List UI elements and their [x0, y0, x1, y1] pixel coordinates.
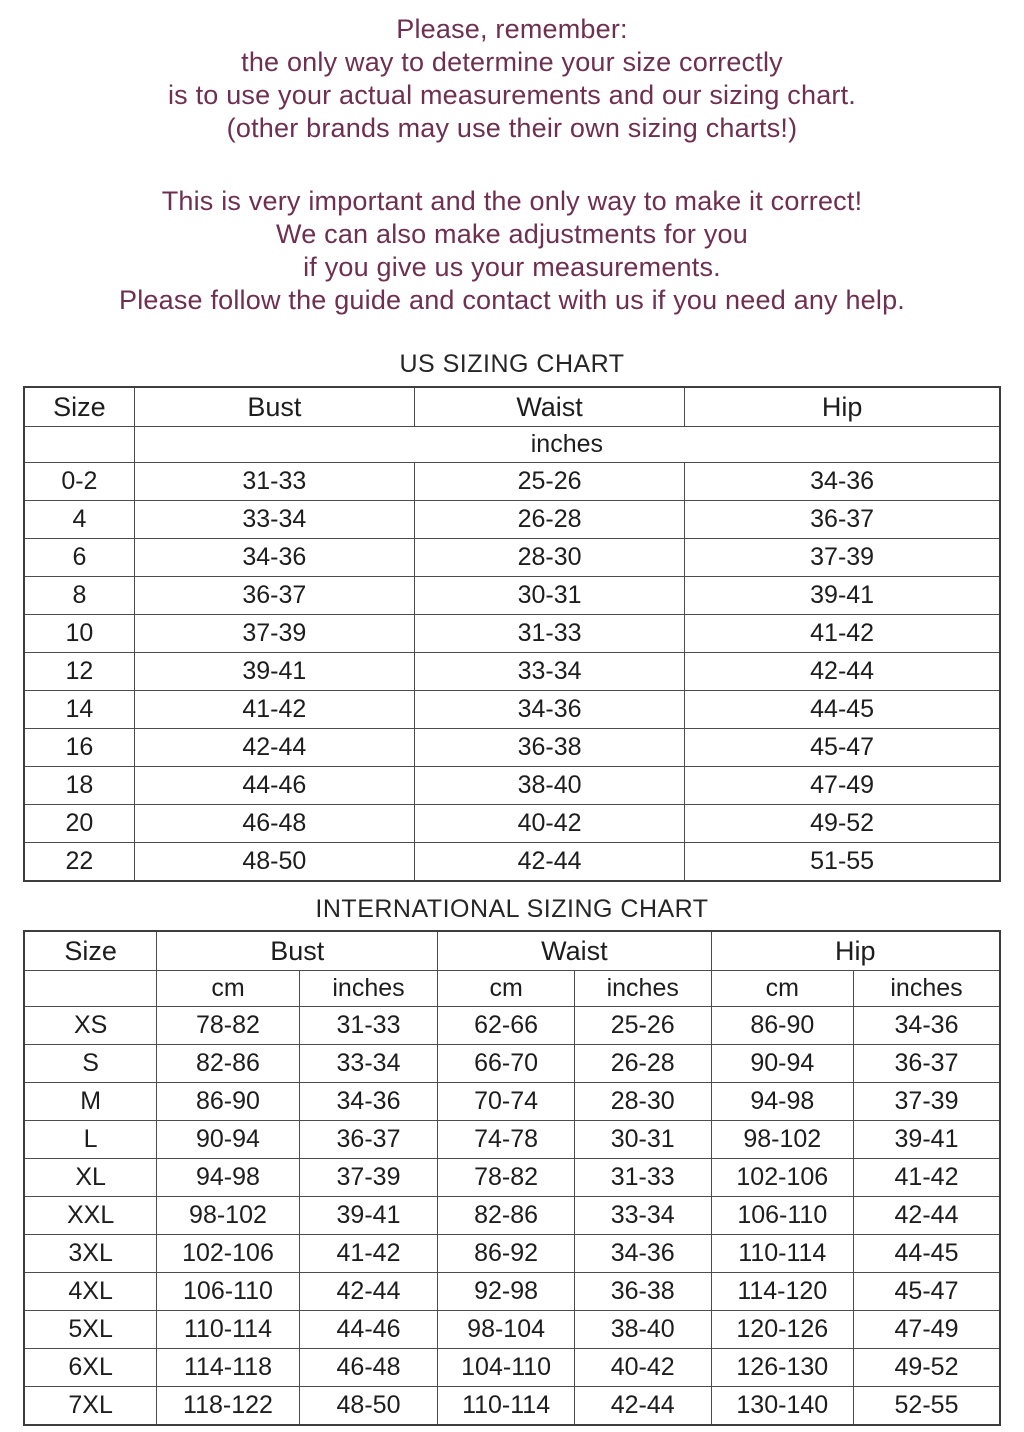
measurement-cell: 42-44 — [574, 1387, 711, 1426]
intl-empty-cell — [24, 971, 157, 1007]
table-row — [24, 1311, 1000, 1349]
measurement-cell: 34-36 — [414, 691, 684, 729]
measurement-cell: 62-66 — [438, 1007, 575, 1045]
intl-column-header-waist: Waist — [438, 931, 711, 971]
us-header-row — [24, 387, 1000, 427]
measurement-cell: 30-31 — [574, 1121, 711, 1159]
size-cell: XXL — [24, 1197, 157, 1235]
table-row — [24, 1121, 1000, 1159]
measurement-cell: 78-82 — [438, 1159, 575, 1197]
measurement-cell: 70-74 — [438, 1083, 575, 1121]
measurement-cell: 106-110 — [157, 1273, 299, 1311]
intro-text — [0, 0, 1024, 317]
size-cell: 8 — [24, 577, 134, 615]
us-table-body — [24, 463, 1000, 882]
intl-unit-waist-cm: cm — [438, 971, 575, 1007]
measurement-cell: 36-37 — [299, 1121, 438, 1159]
measurement-cell: 34-36 — [854, 1007, 1000, 1045]
table-row — [24, 805, 1000, 843]
measurement-cell: 102-106 — [711, 1159, 853, 1197]
table-row — [24, 1045, 1000, 1083]
measurement-cell: 28-30 — [414, 539, 684, 577]
measurement-cell: 34-36 — [299, 1083, 438, 1121]
measurement-cell: 46-48 — [134, 805, 414, 843]
measurement-cell: 42-44 — [854, 1197, 1000, 1235]
size-cell: L — [24, 1121, 157, 1159]
table-row — [24, 1159, 1000, 1197]
size-cell: 7XL — [24, 1387, 157, 1426]
intl-unit-row — [24, 971, 1000, 1007]
measurement-cell: 36-37 — [134, 577, 414, 615]
measurement-cell: 48-50 — [299, 1387, 438, 1426]
measurement-cell: 98-104 — [438, 1311, 575, 1349]
measurement-cell: 78-82 — [157, 1007, 299, 1045]
measurement-cell: 49-52 — [685, 805, 1000, 843]
table-row — [24, 767, 1000, 805]
measurement-cell: 33-34 — [414, 653, 684, 691]
table-row — [24, 843, 1000, 882]
measurement-cell: 52-55 — [854, 1387, 1000, 1426]
size-cell: 0-2 — [24, 463, 134, 501]
measurement-cell: 86-92 — [438, 1235, 575, 1273]
measurement-cell: 26-28 — [414, 501, 684, 539]
measurement-cell: 39-41 — [299, 1197, 438, 1235]
measurement-cell: 118-122 — [157, 1387, 299, 1426]
size-cell: 4 — [24, 501, 134, 539]
measurement-cell: 90-94 — [711, 1045, 853, 1083]
size-cell: 22 — [24, 843, 134, 882]
measurement-cell: 39-41 — [134, 653, 414, 691]
table-row — [24, 1007, 1000, 1045]
international-sizing-table — [23, 930, 1001, 1426]
table-row — [24, 1235, 1000, 1273]
measurement-cell: 36-38 — [574, 1273, 711, 1311]
measurement-cell: 37-39 — [134, 615, 414, 653]
size-cell: 3XL — [24, 1235, 157, 1273]
intl-column-header-bust: Bust — [157, 931, 438, 971]
measurement-cell: 47-49 — [854, 1311, 1000, 1349]
intl-column-header-size: Size — [24, 931, 157, 971]
measurement-cell: 36-38 — [414, 729, 684, 767]
measurement-cell: 38-40 — [414, 767, 684, 805]
measurement-cell: 106-110 — [711, 1197, 853, 1235]
table-row — [24, 615, 1000, 653]
us-unit-cell: inches — [134, 427, 1000, 463]
measurement-cell: 39-41 — [854, 1121, 1000, 1159]
text-line: We can also make adjustments for you — [276, 219, 748, 249]
size-cell: 4XL — [24, 1273, 157, 1311]
table-row — [24, 1273, 1000, 1311]
measurement-cell: 82-86 — [157, 1045, 299, 1083]
size-cell: XL — [24, 1159, 157, 1197]
intl-unit-bust-cm: cm — [157, 971, 299, 1007]
table-row — [24, 653, 1000, 691]
text-line: This is very important and the only way to make it correct! — [161, 186, 863, 216]
measurement-cell: 102-106 — [157, 1235, 299, 1273]
measurement-cell: 41-42 — [685, 615, 1000, 653]
measurement-cell: 41-42 — [854, 1159, 1000, 1197]
size-cell: 5XL — [24, 1311, 157, 1349]
intl-unit-hip-cm: cm — [711, 971, 853, 1007]
measurement-cell: 30-31 — [414, 577, 684, 615]
intl-unit-waist-inches: inches — [574, 971, 711, 1007]
text-line: Please follow the guide and contact with us if you need any help. — [118, 285, 905, 315]
measurement-cell: 34-36 — [574, 1235, 711, 1273]
measurement-cell: 51-55 — [685, 843, 1000, 882]
us-chart-title: US SIZING CHART — [399, 350, 625, 378]
measurement-cell: 49-52 — [854, 1349, 1000, 1387]
measurement-cell: 41-42 — [299, 1235, 438, 1273]
measurement-cell: 94-98 — [711, 1083, 853, 1121]
size-cell: XS — [24, 1007, 157, 1045]
measurement-cell: 44-46 — [134, 767, 414, 805]
measurement-cell: 110-114 — [157, 1311, 299, 1349]
measurement-cell: 28-30 — [574, 1083, 711, 1121]
measurement-cell: 33-34 — [574, 1197, 711, 1235]
intro-paragraph-1 — [0, 13, 1024, 145]
measurement-cell: 36-37 — [685, 501, 1000, 539]
text-line: if you give us your measurements. — [303, 252, 721, 282]
measurement-cell: 42-44 — [134, 729, 414, 767]
size-cell: 12 — [24, 653, 134, 691]
table-row — [24, 1197, 1000, 1235]
us-column-header-waist: Waist — [414, 387, 684, 427]
measurement-cell: 44-46 — [299, 1311, 438, 1349]
table-row — [24, 463, 1000, 501]
measurement-cell: 66-70 — [438, 1045, 575, 1083]
table-row — [24, 539, 1000, 577]
intl-unit-bust-inches: inches — [299, 971, 438, 1007]
measurement-cell: 41-42 — [134, 691, 414, 729]
measurement-cell: 25-26 — [414, 463, 684, 501]
text-line: the only way to determine your size correctly — [241, 47, 783, 77]
size-cell: 16 — [24, 729, 134, 767]
size-cell: S — [24, 1045, 157, 1083]
measurement-cell: 37-39 — [685, 539, 1000, 577]
measurement-cell: 47-49 — [685, 767, 1000, 805]
measurement-cell: 104-110 — [438, 1349, 575, 1387]
size-cell: 20 — [24, 805, 134, 843]
measurement-cell: 44-45 — [685, 691, 1000, 729]
us-empty-cell — [24, 427, 134, 463]
measurement-cell: 126-130 — [711, 1349, 853, 1387]
us-column-header-size: Size — [24, 387, 134, 427]
size-cell: 18 — [24, 767, 134, 805]
measurement-cell: 38-40 — [574, 1311, 711, 1349]
measurement-cell: 34-36 — [134, 539, 414, 577]
table-row — [24, 1083, 1000, 1121]
measurement-cell: 114-120 — [711, 1273, 853, 1311]
measurement-cell: 110-114 — [711, 1235, 853, 1273]
measurement-cell: 37-39 — [299, 1159, 438, 1197]
measurement-cell: 130-140 — [711, 1387, 853, 1426]
text-line: (other brands may use their own sizing charts!) — [226, 113, 798, 143]
measurement-cell: 94-98 — [157, 1159, 299, 1197]
measurement-cell: 25-26 — [574, 1007, 711, 1045]
measurement-cell: 36-37 — [854, 1045, 1000, 1083]
table-row — [24, 577, 1000, 615]
measurement-cell: 92-98 — [438, 1273, 575, 1311]
size-cell: 6XL — [24, 1349, 157, 1387]
measurement-cell: 42-44 — [414, 843, 684, 882]
us-column-header-bust: Bust — [134, 387, 414, 427]
measurement-cell: 82-86 — [438, 1197, 575, 1235]
intl-header-row — [24, 931, 1000, 971]
measurement-cell: 48-50 — [134, 843, 414, 882]
measurement-cell: 74-78 — [438, 1121, 575, 1159]
intro-paragraph-2 — [0, 185, 1024, 317]
table-row — [24, 501, 1000, 539]
size-cell: 10 — [24, 615, 134, 653]
table-row — [24, 1349, 1000, 1387]
measurement-cell: 40-42 — [574, 1349, 711, 1387]
measurement-cell: 98-102 — [157, 1197, 299, 1235]
measurement-cell: 86-90 — [157, 1083, 299, 1121]
measurement-cell: 31-33 — [574, 1159, 711, 1197]
intl-table-body — [24, 1007, 1000, 1426]
measurement-cell: 98-102 — [711, 1121, 853, 1159]
us-sizing-table — [23, 386, 1001, 882]
measurement-cell: 90-94 — [157, 1121, 299, 1159]
measurement-cell: 42-44 — [685, 653, 1000, 691]
measurement-cell: 31-33 — [134, 463, 414, 501]
text-line: is to use your actual measurements and our sizing chart. — [167, 80, 857, 110]
size-cell: 6 — [24, 539, 134, 577]
measurement-cell: 33-34 — [299, 1045, 438, 1083]
text-line: Please, remember: — [396, 14, 628, 44]
table-row — [24, 1387, 1000, 1426]
measurement-cell: 40-42 — [414, 805, 684, 843]
measurement-cell: 44-45 — [854, 1235, 1000, 1273]
table-row — [24, 691, 1000, 729]
measurement-cell: 114-118 — [157, 1349, 299, 1387]
us-unit-row — [24, 427, 1000, 463]
measurement-cell: 86-90 — [711, 1007, 853, 1045]
measurement-cell: 46-48 — [299, 1349, 438, 1387]
measurement-cell: 42-44 — [299, 1273, 438, 1311]
measurement-cell: 31-33 — [299, 1007, 438, 1045]
size-cell: M — [24, 1083, 157, 1121]
measurement-cell: 33-34 — [134, 501, 414, 539]
measurement-cell: 34-36 — [685, 463, 1000, 501]
intl-column-header-hip: Hip — [711, 931, 1000, 971]
measurement-cell: 45-47 — [854, 1273, 1000, 1311]
table-row — [24, 729, 1000, 767]
intl-chart-title: INTERNATIONAL SIZING CHART — [315, 895, 709, 923]
measurement-cell: 26-28 — [574, 1045, 711, 1083]
measurement-cell: 39-41 — [685, 577, 1000, 615]
measurement-cell: 37-39 — [854, 1083, 1000, 1121]
size-cell: 14 — [24, 691, 134, 729]
intl-unit-hip-inches: inches — [854, 971, 1000, 1007]
measurement-cell: 110-114 — [438, 1387, 575, 1426]
measurement-cell: 120-126 — [711, 1311, 853, 1349]
us-column-header-hip: Hip — [685, 387, 1000, 427]
measurement-cell: 31-33 — [414, 615, 684, 653]
measurement-cell: 45-47 — [685, 729, 1000, 767]
